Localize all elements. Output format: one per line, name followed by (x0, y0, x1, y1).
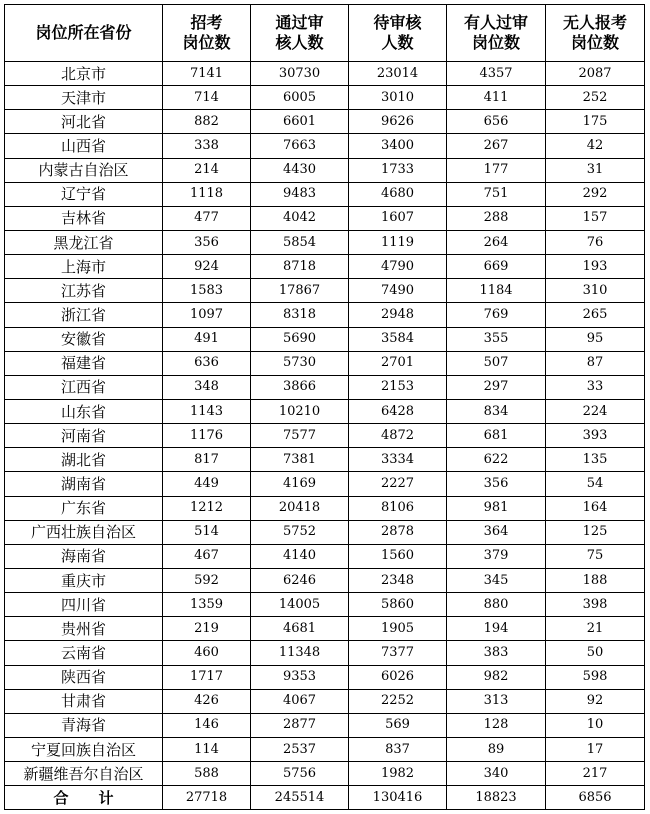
cell-pending: 23014 (349, 62, 447, 86)
cell-province: 辽宁省 (5, 182, 163, 206)
table-row (5, 230, 645, 254)
cell-positions: 114 (163, 737, 251, 761)
total-approved: 245514 (251, 786, 349, 810)
cell-positions-with-approved: 1184 (447, 279, 546, 303)
table-row (5, 689, 645, 713)
table-row (5, 617, 645, 641)
header-row (5, 5, 645, 62)
cell-positions-no-applicants: 393 (546, 424, 645, 448)
table-row (5, 303, 645, 327)
cell-positions-with-approved: 769 (447, 303, 546, 327)
cell-positions: 924 (163, 255, 251, 279)
cell-positions: 491 (163, 327, 251, 351)
cell-approved: 5730 (251, 351, 349, 375)
header-pending: 待审核 人数 (349, 5, 447, 62)
cell-province: 山东省 (5, 399, 163, 423)
table-footer (5, 786, 645, 810)
table-row (5, 279, 645, 303)
cell-positions-with-approved: 297 (447, 375, 546, 399)
cell-positions-no-applicants: 310 (546, 279, 645, 303)
cell-positions: 146 (163, 713, 251, 737)
cell-positions-with-approved: 89 (447, 737, 546, 761)
cell-province: 广东省 (5, 496, 163, 520)
cell-positions-no-applicants: 164 (546, 496, 645, 520)
cell-positions-with-approved: 669 (447, 255, 546, 279)
cell-positions: 449 (163, 472, 251, 496)
table-row (5, 424, 645, 448)
cell-approved: 2877 (251, 713, 349, 737)
cell-positions: 460 (163, 641, 251, 665)
cell-positions-no-applicants: 31 (546, 158, 645, 182)
cell-approved: 6601 (251, 110, 349, 134)
cell-province: 甘肃省 (5, 689, 163, 713)
cell-province: 云南省 (5, 641, 163, 665)
cell-province: 江西省 (5, 375, 163, 399)
cell-positions-no-applicants: 75 (546, 544, 645, 568)
cell-province: 山西省 (5, 134, 163, 158)
table-row (5, 496, 645, 520)
cell-approved: 4169 (251, 472, 349, 496)
cell-approved: 4042 (251, 206, 349, 230)
cell-pending: 569 (349, 713, 447, 737)
table-row (5, 375, 645, 399)
total-row (5, 786, 645, 810)
cell-province: 河南省 (5, 424, 163, 448)
total-label: 合计 (5, 786, 163, 810)
table-row (5, 206, 645, 230)
cell-approved: 2537 (251, 737, 349, 761)
cell-pending: 7490 (349, 279, 447, 303)
cell-positions: 592 (163, 568, 251, 592)
recruitment-table (4, 4, 645, 810)
cell-pending: 6428 (349, 399, 447, 423)
cell-pending: 1119 (349, 230, 447, 254)
cell-positions: 588 (163, 762, 251, 786)
cell-positions: 356 (163, 230, 251, 254)
cell-positions: 1143 (163, 399, 251, 423)
header-approved: 通过审 核人数 (251, 5, 349, 62)
cell-positions: 1717 (163, 665, 251, 689)
cell-positions-with-approved: 622 (447, 448, 546, 472)
cell-positions-with-approved: 507 (447, 351, 546, 375)
table-body (5, 62, 645, 786)
cell-approved: 10210 (251, 399, 349, 423)
cell-pending: 3010 (349, 86, 447, 110)
cell-positions-with-approved: 656 (447, 110, 546, 134)
cell-positions-with-approved: 834 (447, 399, 546, 423)
cell-approved: 11348 (251, 641, 349, 665)
table-row (5, 134, 645, 158)
cell-positions: 817 (163, 448, 251, 472)
cell-positions-no-applicants: 50 (546, 641, 645, 665)
cell-province: 广西壮族自治区 (5, 520, 163, 544)
cell-pending: 1982 (349, 762, 447, 786)
cell-positions-with-approved: 364 (447, 520, 546, 544)
cell-positions-with-approved: 379 (447, 544, 546, 568)
total-pending: 130416 (349, 786, 447, 810)
cell-pending: 1733 (349, 158, 447, 182)
cell-approved: 7663 (251, 134, 349, 158)
cell-province: 重庆市 (5, 568, 163, 592)
cell-positions-with-approved: 288 (447, 206, 546, 230)
cell-pending: 6026 (349, 665, 447, 689)
cell-positions-with-approved: 264 (447, 230, 546, 254)
cell-positions: 1097 (163, 303, 251, 327)
header-positions-no-applicants: 无人报考 岗位数 (546, 5, 645, 62)
table-row (5, 593, 645, 617)
cell-positions: 7141 (163, 62, 251, 86)
cell-positions-no-applicants: 76 (546, 230, 645, 254)
cell-positions-no-applicants: 17 (546, 737, 645, 761)
cell-positions-no-applicants: 193 (546, 255, 645, 279)
cell-province: 安徽省 (5, 327, 163, 351)
cell-positions-no-applicants: 157 (546, 206, 645, 230)
cell-approved: 6005 (251, 86, 349, 110)
cell-positions: 1212 (163, 496, 251, 520)
cell-positions-with-approved: 177 (447, 158, 546, 182)
cell-positions-with-approved: 982 (447, 665, 546, 689)
total-positions: 27718 (163, 786, 251, 810)
cell-approved: 8318 (251, 303, 349, 327)
cell-approved: 3866 (251, 375, 349, 399)
cell-positions-no-applicants: 21 (546, 617, 645, 641)
table-row (5, 568, 645, 592)
table-header (5, 5, 645, 62)
cell-pending: 1560 (349, 544, 447, 568)
cell-pending: 4790 (349, 255, 447, 279)
table-row (5, 62, 645, 86)
cell-positions-with-approved: 267 (447, 134, 546, 158)
header-positions-with-approved: 有人过审 岗位数 (447, 5, 546, 62)
cell-positions-no-applicants: 135 (546, 448, 645, 472)
table-row (5, 158, 645, 182)
cell-positions-no-applicants: 87 (546, 351, 645, 375)
cell-approved: 14005 (251, 593, 349, 617)
table-row (5, 110, 645, 134)
cell-pending: 3334 (349, 448, 447, 472)
cell-positions: 882 (163, 110, 251, 134)
cell-approved: 5690 (251, 327, 349, 351)
cell-approved: 30730 (251, 62, 349, 86)
cell-positions: 348 (163, 375, 251, 399)
table-row (5, 327, 645, 351)
cell-positions-no-applicants: 188 (546, 568, 645, 592)
cell-pending: 9626 (349, 110, 447, 134)
cell-positions-no-applicants: 398 (546, 593, 645, 617)
cell-positions-with-approved: 345 (447, 568, 546, 592)
cell-positions-with-approved: 356 (447, 472, 546, 496)
cell-province: 吉林省 (5, 206, 163, 230)
cell-pending: 7377 (349, 641, 447, 665)
table-row (5, 86, 645, 110)
cell-positions-with-approved: 880 (447, 593, 546, 617)
cell-province: 河北省 (5, 110, 163, 134)
table-row (5, 665, 645, 689)
cell-province: 福建省 (5, 351, 163, 375)
table-row (5, 255, 645, 279)
cell-pending: 837 (349, 737, 447, 761)
table-row (5, 182, 645, 206)
cell-positions-no-applicants: 217 (546, 762, 645, 786)
table-row (5, 641, 645, 665)
cell-positions-with-approved: 313 (447, 689, 546, 713)
cell-pending: 2153 (349, 375, 447, 399)
cell-positions-with-approved: 981 (447, 496, 546, 520)
header-province: 岗位所在省份 (5, 5, 163, 62)
table-row (5, 762, 645, 786)
cell-pending: 5860 (349, 593, 447, 617)
cell-positions-with-approved: 128 (447, 713, 546, 737)
cell-province: 浙江省 (5, 303, 163, 327)
cell-positions: 477 (163, 206, 251, 230)
total-positions-with-approved: 18823 (447, 786, 546, 810)
cell-positions: 714 (163, 86, 251, 110)
cell-positions-with-approved: 681 (447, 424, 546, 448)
cell-approved: 4140 (251, 544, 349, 568)
cell-positions: 219 (163, 617, 251, 641)
cell-approved: 4067 (251, 689, 349, 713)
cell-positions: 636 (163, 351, 251, 375)
cell-positions-with-approved: 194 (447, 617, 546, 641)
cell-province: 四川省 (5, 593, 163, 617)
cell-pending: 2701 (349, 351, 447, 375)
cell-province: 海南省 (5, 544, 163, 568)
cell-positions-no-applicants: 33 (546, 375, 645, 399)
cell-pending: 2878 (349, 520, 447, 544)
cell-pending: 8106 (349, 496, 447, 520)
cell-approved: 8718 (251, 255, 349, 279)
cell-positions: 1176 (163, 424, 251, 448)
cell-province: 陕西省 (5, 665, 163, 689)
table-row (5, 737, 645, 761)
total-positions-no-applicants: 6856 (546, 786, 645, 810)
cell-positions-no-applicants: 224 (546, 399, 645, 423)
cell-pending: 2348 (349, 568, 447, 592)
cell-positions-no-applicants: 10 (546, 713, 645, 737)
cell-positions-with-approved: 411 (447, 86, 546, 110)
table-row (5, 351, 645, 375)
cell-positions-no-applicants: 175 (546, 110, 645, 134)
cell-approved: 7577 (251, 424, 349, 448)
cell-approved: 20418 (251, 496, 349, 520)
cell-positions: 1359 (163, 593, 251, 617)
cell-positions-no-applicants: 125 (546, 520, 645, 544)
table-row (5, 472, 645, 496)
table-row (5, 544, 645, 568)
cell-province: 宁夏回族自治区 (5, 737, 163, 761)
cell-positions-with-approved: 355 (447, 327, 546, 351)
cell-positions: 514 (163, 520, 251, 544)
cell-approved: 4430 (251, 158, 349, 182)
cell-positions-with-approved: 383 (447, 641, 546, 665)
cell-approved: 5756 (251, 762, 349, 786)
cell-positions-no-applicants: 54 (546, 472, 645, 496)
cell-positions-no-applicants: 95 (546, 327, 645, 351)
cell-positions-no-applicants: 2087 (546, 62, 645, 86)
cell-province: 黑龙江省 (5, 230, 163, 254)
document-page (4, 4, 645, 810)
cell-province: 新疆维吾尔自治区 (5, 762, 163, 786)
cell-pending: 2252 (349, 689, 447, 713)
cell-pending: 3584 (349, 327, 447, 351)
cell-positions: 214 (163, 158, 251, 182)
cell-approved: 5854 (251, 230, 349, 254)
cell-pending: 4872 (349, 424, 447, 448)
header-positions: 招考 岗位数 (163, 5, 251, 62)
cell-pending: 1607 (349, 206, 447, 230)
cell-province: 贵州省 (5, 617, 163, 641)
cell-province: 内蒙古自治区 (5, 158, 163, 182)
cell-province: 湖北省 (5, 448, 163, 472)
table-row (5, 713, 645, 737)
table-row (5, 399, 645, 423)
cell-province: 天津市 (5, 86, 163, 110)
cell-positions-with-approved: 4357 (447, 62, 546, 86)
cell-pending: 2227 (349, 472, 447, 496)
cell-approved: 4681 (251, 617, 349, 641)
cell-positions-with-approved: 751 (447, 182, 546, 206)
cell-province: 北京市 (5, 62, 163, 86)
cell-approved: 6246 (251, 568, 349, 592)
cell-approved: 9353 (251, 665, 349, 689)
cell-approved: 17867 (251, 279, 349, 303)
cell-positions-with-approved: 340 (447, 762, 546, 786)
cell-positions: 426 (163, 689, 251, 713)
cell-province: 上海市 (5, 255, 163, 279)
cell-positions: 1118 (163, 182, 251, 206)
cell-pending: 3400 (349, 134, 447, 158)
cell-approved: 5752 (251, 520, 349, 544)
cell-pending: 1905 (349, 617, 447, 641)
cell-positions: 1583 (163, 279, 251, 303)
cell-positions-no-applicants: 292 (546, 182, 645, 206)
cell-pending: 2948 (349, 303, 447, 327)
cell-province: 青海省 (5, 713, 163, 737)
cell-positions-no-applicants: 42 (546, 134, 645, 158)
cell-approved: 9483 (251, 182, 349, 206)
cell-positions: 338 (163, 134, 251, 158)
table-row (5, 448, 645, 472)
table-row (5, 520, 645, 544)
cell-positions-no-applicants: 598 (546, 665, 645, 689)
cell-positions: 467 (163, 544, 251, 568)
cell-province: 湖南省 (5, 472, 163, 496)
cell-approved: 7381 (251, 448, 349, 472)
cell-pending: 4680 (349, 182, 447, 206)
cell-province: 江苏省 (5, 279, 163, 303)
cell-positions-no-applicants: 265 (546, 303, 645, 327)
cell-positions-no-applicants: 92 (546, 689, 645, 713)
cell-positions-no-applicants: 252 (546, 86, 645, 110)
